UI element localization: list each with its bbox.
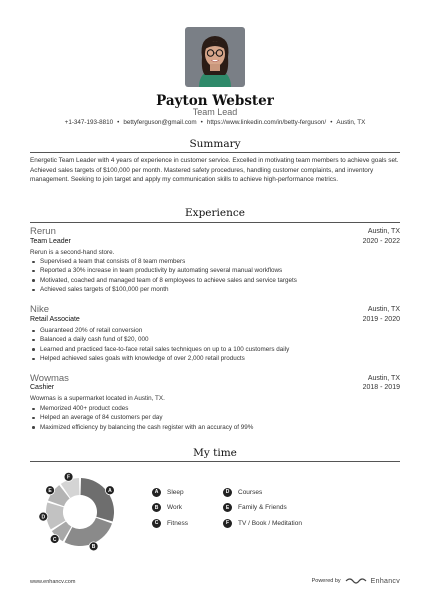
contact-line bbox=[0, 119, 430, 126]
legend-key: A bbox=[152, 488, 161, 497]
time-donut-chart bbox=[28, 466, 128, 558]
candidate-name: Payton Webster bbox=[156, 93, 274, 109]
legend-key: F bbox=[223, 519, 232, 528]
summary-divider bbox=[30, 152, 400, 153]
legend-label: Work bbox=[167, 504, 183, 511]
job-bullet: Memorized 400+ product codes bbox=[30, 404, 400, 413]
job-bullet: Balanced a daily cash fund of $20, 000 bbox=[30, 335, 400, 344]
legend-right bbox=[223, 487, 302, 528]
job-bullet: Supervised a team that consists of 8 team members bbox=[30, 257, 400, 266]
job-description: Wowmas is a supermarket located in Austin, TX. bbox=[30, 395, 165, 402]
powered-by-text: Powered by bbox=[311, 578, 341, 584]
legend-label: Family & Friends bbox=[238, 504, 287, 511]
donut-marker-label: B bbox=[91, 544, 96, 551]
job-company: Wowmas bbox=[30, 373, 69, 384]
legend-key: D bbox=[223, 488, 232, 497]
job-title: Cashier bbox=[30, 384, 55, 391]
job-bullets bbox=[30, 326, 400, 364]
legend-label: TV / Book / Meditation bbox=[238, 519, 302, 527]
candidate-role: Team Lead bbox=[192, 107, 238, 117]
job-bullet: Maximized efficiency by balancing the cash register with an accuracy of 99% bbox=[30, 423, 400, 432]
footer-powered bbox=[312, 577, 400, 585]
job-bullet: Reported a 30% increase in team productivity by automating several manual workflows bbox=[30, 266, 400, 275]
donut-marker-label: C bbox=[52, 536, 57, 543]
donut-slice-work bbox=[65, 518, 112, 546]
contact-separator: • bbox=[200, 119, 203, 126]
donut-marker-label: D bbox=[41, 514, 46, 521]
linkedin-link[interactable]: https://www.linkedin.com/in/betty-ferguson/ bbox=[206, 119, 327, 126]
mytime-heading: My time bbox=[193, 447, 237, 459]
summary-text: Energetic Team Leader with 4 years of experience in customer service. Excelled in motivating team members to achieve goals set. Achieved sales targets of $100,000 per month. Mastered safety procedures, handling customer complaints, and inventory management. Seeking to join target and apply my communication skills to achieve high-performance metrics. bbox=[30, 157, 399, 183]
job-title: Retail Associate bbox=[30, 316, 80, 323]
job-bullet: Helped an average of 84 customers per day bbox=[30, 413, 400, 422]
job-bullet: Achieved sales targets of $100,000 per month bbox=[30, 285, 400, 294]
contact-separator: • bbox=[117, 119, 120, 126]
mytime-divider bbox=[30, 461, 400, 462]
job-bullets bbox=[30, 257, 400, 295]
phone-text: +1-347-193-8810 bbox=[64, 119, 114, 126]
enhancv-logo-icon bbox=[345, 577, 367, 585]
legend-item bbox=[152, 487, 188, 497]
legend-label: Sleep bbox=[167, 488, 184, 496]
summary-heading: Summary bbox=[189, 138, 241, 150]
profile-photo bbox=[185, 27, 245, 87]
location-text: Austin, TX bbox=[336, 119, 366, 126]
legend-label: Fitness bbox=[167, 519, 188, 527]
legend-key: C bbox=[152, 519, 161, 528]
email-link[interactable]: bettyferguson@gmail.com bbox=[123, 119, 197, 126]
job-company: Nike bbox=[30, 304, 50, 315]
job-location: Austin, TX bbox=[367, 228, 400, 235]
legend-item bbox=[223, 503, 302, 513]
job-location: Austin, TX bbox=[367, 306, 400, 313]
experience-heading: Experience bbox=[185, 207, 245, 219]
experience-divider bbox=[30, 222, 400, 223]
footer-website[interactable]: www.enhancv.com bbox=[30, 579, 76, 585]
job-company: Rerun bbox=[30, 226, 56, 237]
job-dates: 2020 - 2022 bbox=[362, 238, 400, 245]
job-description: Rerun is a second-hand store. bbox=[30, 249, 115, 256]
job-bullet: Learned and practiced face-to-face retail sales techniques on up to a 100 customers daily bbox=[30, 345, 400, 354]
job-bullets bbox=[30, 404, 400, 432]
legend-key: B bbox=[152, 503, 161, 512]
job-bullet: Guaranteed 20% of retail conversion bbox=[30, 326, 400, 335]
legend-key: E bbox=[223, 503, 232, 512]
job-location: Austin, TX bbox=[367, 375, 400, 382]
legend-item bbox=[152, 503, 188, 513]
legend-item bbox=[223, 487, 302, 497]
donut-marker-label: A bbox=[108, 488, 112, 495]
job-title: Team Leader bbox=[30, 238, 71, 245]
job-bullet: Motivated, coached and managed team of 8 employees to achieve sales and service targets bbox=[30, 276, 400, 285]
job-dates: 2018 - 2019 bbox=[362, 384, 400, 391]
donut-marker-label: F bbox=[67, 474, 71, 481]
job-dates: 2019 - 2020 bbox=[362, 316, 400, 323]
legend-label: Courses bbox=[238, 488, 263, 496]
contact-separator: • bbox=[330, 119, 333, 126]
legend-item bbox=[223, 518, 302, 528]
donut-marker-label: E bbox=[48, 488, 52, 495]
job-bullet: Helped achieved sales goals with knowledge of over 2,000 retail products bbox=[30, 354, 400, 363]
donut-slice-sleep bbox=[81, 478, 114, 522]
brand-name: Enhancv bbox=[370, 577, 400, 585]
legend-item bbox=[152, 518, 188, 528]
legend-left bbox=[152, 487, 188, 528]
